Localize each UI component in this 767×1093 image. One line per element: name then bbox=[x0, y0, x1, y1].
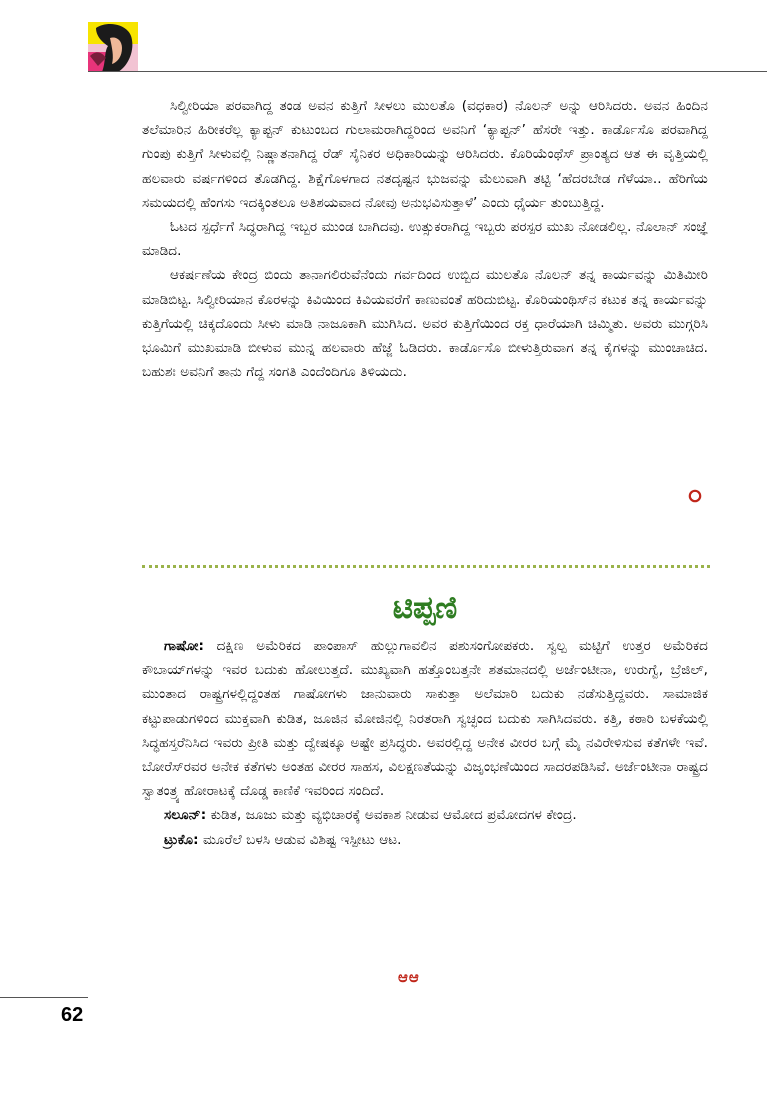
note-item bbox=[142, 828, 708, 852]
story-paragraph: ಸಿಲ್ವೀರಿಯಾ ಪರವಾಗಿದ್ದ ತಂಡ ಅವನ ಕುತ್ತಿಗೆ ಸೀಳಲು ಮುಲತೊ (ವಧಕಾರ) ನೊಲನ್ ಅನ್ನು ಆರಿಸಿದರು. ಅವನ ಹಿಂದಿನ ತಲೆಮಾರಿನ ಹಿರೀಕರೆಲ್ಲ ಕ್ಯಾಪ್ಟನ್ ಕುಟುಂಬದ ಗುಲಾಮರಾಗಿದ್ದರಿಂದ ಅವನಿಗೆ ‘ಕ್ಯಾಪ್ಟನ್’ ಹೆಸರೇ ಇತ್ತು. ಕಾರ್ಡೊಸೊ ಪರವಾಗಿದ್ದ ಗುಂಪು ಕುತ್ತಿಗೆ ಸೀಳುವಲ್ಲಿ ನಿಷ್ಣಾತನಾಗಿದ್ದ ರೆಡ್ ಸೈನಿಕರ ಅಧಿಕಾರಿಯನ್ನು ಆರಿಸಿದರು. ಕೊರಿಯೆಂಥೆಸ್ ಪ್ರಾಂತ್ಯದ ಆತ ಈ ವೃತ್ತಿಯಲ್ಲಿ ಹಲವಾರು ವರ್ಷಗಳಿಂದ ತೊಡಗಿದ್ದ. ಶಿಕ್ಷೆಗೊಳಗಾದ ನತದೃಷ್ಟನ ಭುಜವನ್ನು ಮೆಲುವಾಗಿ ತಟ್ಟಿ ‘ಹೆದರಬೇಡ ಗೆಳೆಯಾ.. ಹೆರಿಗೆಯ ಸಮಯದಲ್ಲಿ ಹೆಂಗಸು ಇದಕ್ಕಿಂತಲೂ ಅತಿಶಯವಾದ ನೋವು ಅನುಭವಿಸುತ್ತಾಳೆ’ ಎಂದು ಧೈರ್ಯ ತುಂಬುತ್ತಿದ್ದ. bbox=[142, 98, 708, 211]
note-term: ಸಲೂನ್: bbox=[164, 807, 207, 824]
note-item bbox=[142, 803, 708, 827]
page-number: 62 bbox=[61, 1004, 84, 1026]
story-text bbox=[142, 94, 708, 384]
note-text: ಕುಡಿತ, ಜೂಜು ಮತ್ತು ವ್ಯಭಿಚಾರಕ್ಕೆ ಅವಕಾಶ ನೀಡುವ ಆಮೋದ ಪ್ರಮೋದಗಳ ಕೇಂದ್ರ. bbox=[206, 807, 577, 824]
publisher-logo bbox=[88, 22, 138, 72]
note-text: ದಕ್ಷಿಣ ಅಮೆರಿಕದ ಪಾಂಪಾಸ್ ಹುಲ್ಲುಗಾವಲಿನ ಪಶುಸಂಗೋಪಕರು. ಸ್ವಲ್ಪ ಮಟ್ಟಿಗೆ ಉತ್ತರ ಅಮೆರಿಕದ ಕೌಬಾಯ್‌ಗಳನ್ನು ಇವರ ಬದುಕು ಹೋಲುತ್ತದೆ. ಮುಖ್ಯವಾಗಿ ಹತ್ತೊಂಬತ್ತನೇ ಶತಮಾನದಲ್ಲಿ ಅರ್ಜೆಂಟೀನಾ, ಉರುಗ್ವೆ, ಬ್ರೆಜಿಲ್, ಮುಂತಾದ ರಾಷ್ಟ್ರಗಳಲ್ಲಿದ್ದಂತಹ ಗಾಷೋಗಳು ಜಾನುವಾರು ಸಾಕುತ್ತಾ ಅಲೆಮಾರಿ ಬದುಕು ನಡೆಸುತ್ತಿದ್ದವರು. ಸಾಮಾಜಿಕ ಕಟ್ಟುಪಾಡುಗಳಿಂದ ಮುಕ್ತವಾಗಿ ಕುಡಿತ, ಜೂಜಿನ ಮೋಜಿನಲ್ಲಿ ನಿರತರಾಗಿ ಸ್ವಚ್ಛಂದ ಬದುಕು ಸಾಗಿಸಿದವರು. ಕತ್ತಿ, ಕಠಾರಿ ಬಳಕೆಯಲ್ಲಿ ಸಿದ್ಧಹಸ್ತರೆನಿಸಿದ ಇವರು ಪ್ರೀತಿ ಮತ್ತು ದ್ವೇಷಕ್ಕೂ ಅಷ್ಟೇ ಪ್ರಸಿದ್ಧರು. ಅವರಲ್ಲಿದ್ದ ಅನೇಕ ವೀರರ ಬಗ್ಗೆ ಮೈ ನವಿರೇಳಿಸುವ ಕತೆಗಳೇ ಇವೆ. ಬೋರೆಸ್‌ರವರ ಅನೇಕ ಕತೆಗಳು ಅಂತಹ ವೀರರ ಸಾಹಸ, ವಿಲಕ್ಷಣತೆಯನ್ನು ವಿಜೃಂಭಣೆಯಿಂದ ಸಾದರಪಡಿಸಿವೆ. ಅರ್ಜೆಂಟೀನಾ ರಾಷ್ಟ್ರದ ಸ್ವಾತಂತ್ರ್ಯ ಹೋರಾಟಕ್ಕೆ ದೊಡ್ಡ ಕಾಣಿಕೆ ಇವರಿಂದ ಸಂದಿದೆ. bbox=[142, 638, 708, 800]
end-circle-icon bbox=[688, 489, 702, 503]
fleuron-ornament: ಆಆ bbox=[398, 968, 420, 986]
story-paragraph: ಆಕರ್ಷಣೆಯ ಕೇಂದ್ರ ಬಿಂದು ತಾನಾಗಲಿರುವೆನೆಂದು ಗರ್ವದಿಂದ ಉಬ್ಬಿದ ಮುಲತೊ ನೊಲನ್ ತನ್ನ ಕಾರ್ಯವನ್ನು ಮಿತಿಮೀರಿ ಮಾಡಿಬಿಟ್ಟ. ಸಿಲ್ವೀರಿಯಾನ ಕೊರಳನ್ನು ಕಿವಿಯಿಂದ ಕಿವಿಯವರೆಗೆ ಕಾಣುವಂತೆ ಹರಿದುಬಿಟ್ಟ. ಕೊರಿಯಂಥಿಸ್‌ನ ಕಟುಕ ತನ್ನ ಕಾರ್ಯವನ್ನು ಕುತ್ತಿಗೆಯಲ್ಲಿ ಚಿಕ್ಕದೊಂದು ಸೀಳು ಮಾಡಿ ನಾಜೂಕಾಗಿ ಮುಗಿಸಿದ. ಅವರ ಕುತ್ತಿಗೆಯಿಂದ ರಕ್ತ ಧಾರೆಯಾಗಿ ಚಿಮ್ಮಿತು. ಅವರು ಮುಗ್ಗರಿಸಿ ಭೂಮಿಗೆ ಮುಖಮಾಡಿ ಬೀಳುವ ಮುನ್ನ ಹಲವಾರು ಹೆಜ್ಜೆ ಓಡಿದರು. ಕಾರ್ಡೊಸೊ ಬೀಳುತ್ತಿರುವಾಗ ತನ್ನ ಕೈಗಳನ್ನು ಮುಂಚಾಚಿದ. ಬಹುಶಃ ಅವನಿಗೆ ತಾನು ಗೆದ್ದ ಸಂಗತಿ ಎಂದೆಂದಿಗೂ ತಿಳಿಯದು. bbox=[142, 267, 708, 381]
note-item bbox=[142, 634, 708, 803]
notes-section bbox=[142, 634, 708, 852]
footer-rule bbox=[0, 997, 88, 998]
note-text: ಮೂರೆಲೆ ಬಳಸಿ ಆಡುವ ವಿಶಿಷ್ಟ ಇಸ್ಪೀಟು ಆಟ. bbox=[198, 831, 402, 848]
note-term: ಗಾಷೋ: bbox=[164, 638, 204, 654]
header-rule bbox=[88, 71, 767, 72]
story-paragraph: ಓಟದ ಸ್ಪರ್ಧೆಗೆ ಸಿದ್ಧರಾಗಿದ್ದ ಇಬ್ಬರ ಮುಂಡ ಬಾಗಿದವು. ಉತ್ಸುಕರಾಗಿದ್ದ ಇಬ್ಬರು ಪರಸ್ಪರ ಮುಖ ನೋಡಲಿಲ್ಲ. ನೊಲಾನ್ ಸಂಜ್ಞೆ ಮಾಡಿದ. bbox=[142, 219, 708, 260]
section-divider bbox=[142, 565, 710, 568]
notes-heading: ಟಿಪ್ಪಣಿ bbox=[392, 590, 458, 626]
note-term: ಟ್ರುಕೊ: bbox=[164, 831, 199, 848]
